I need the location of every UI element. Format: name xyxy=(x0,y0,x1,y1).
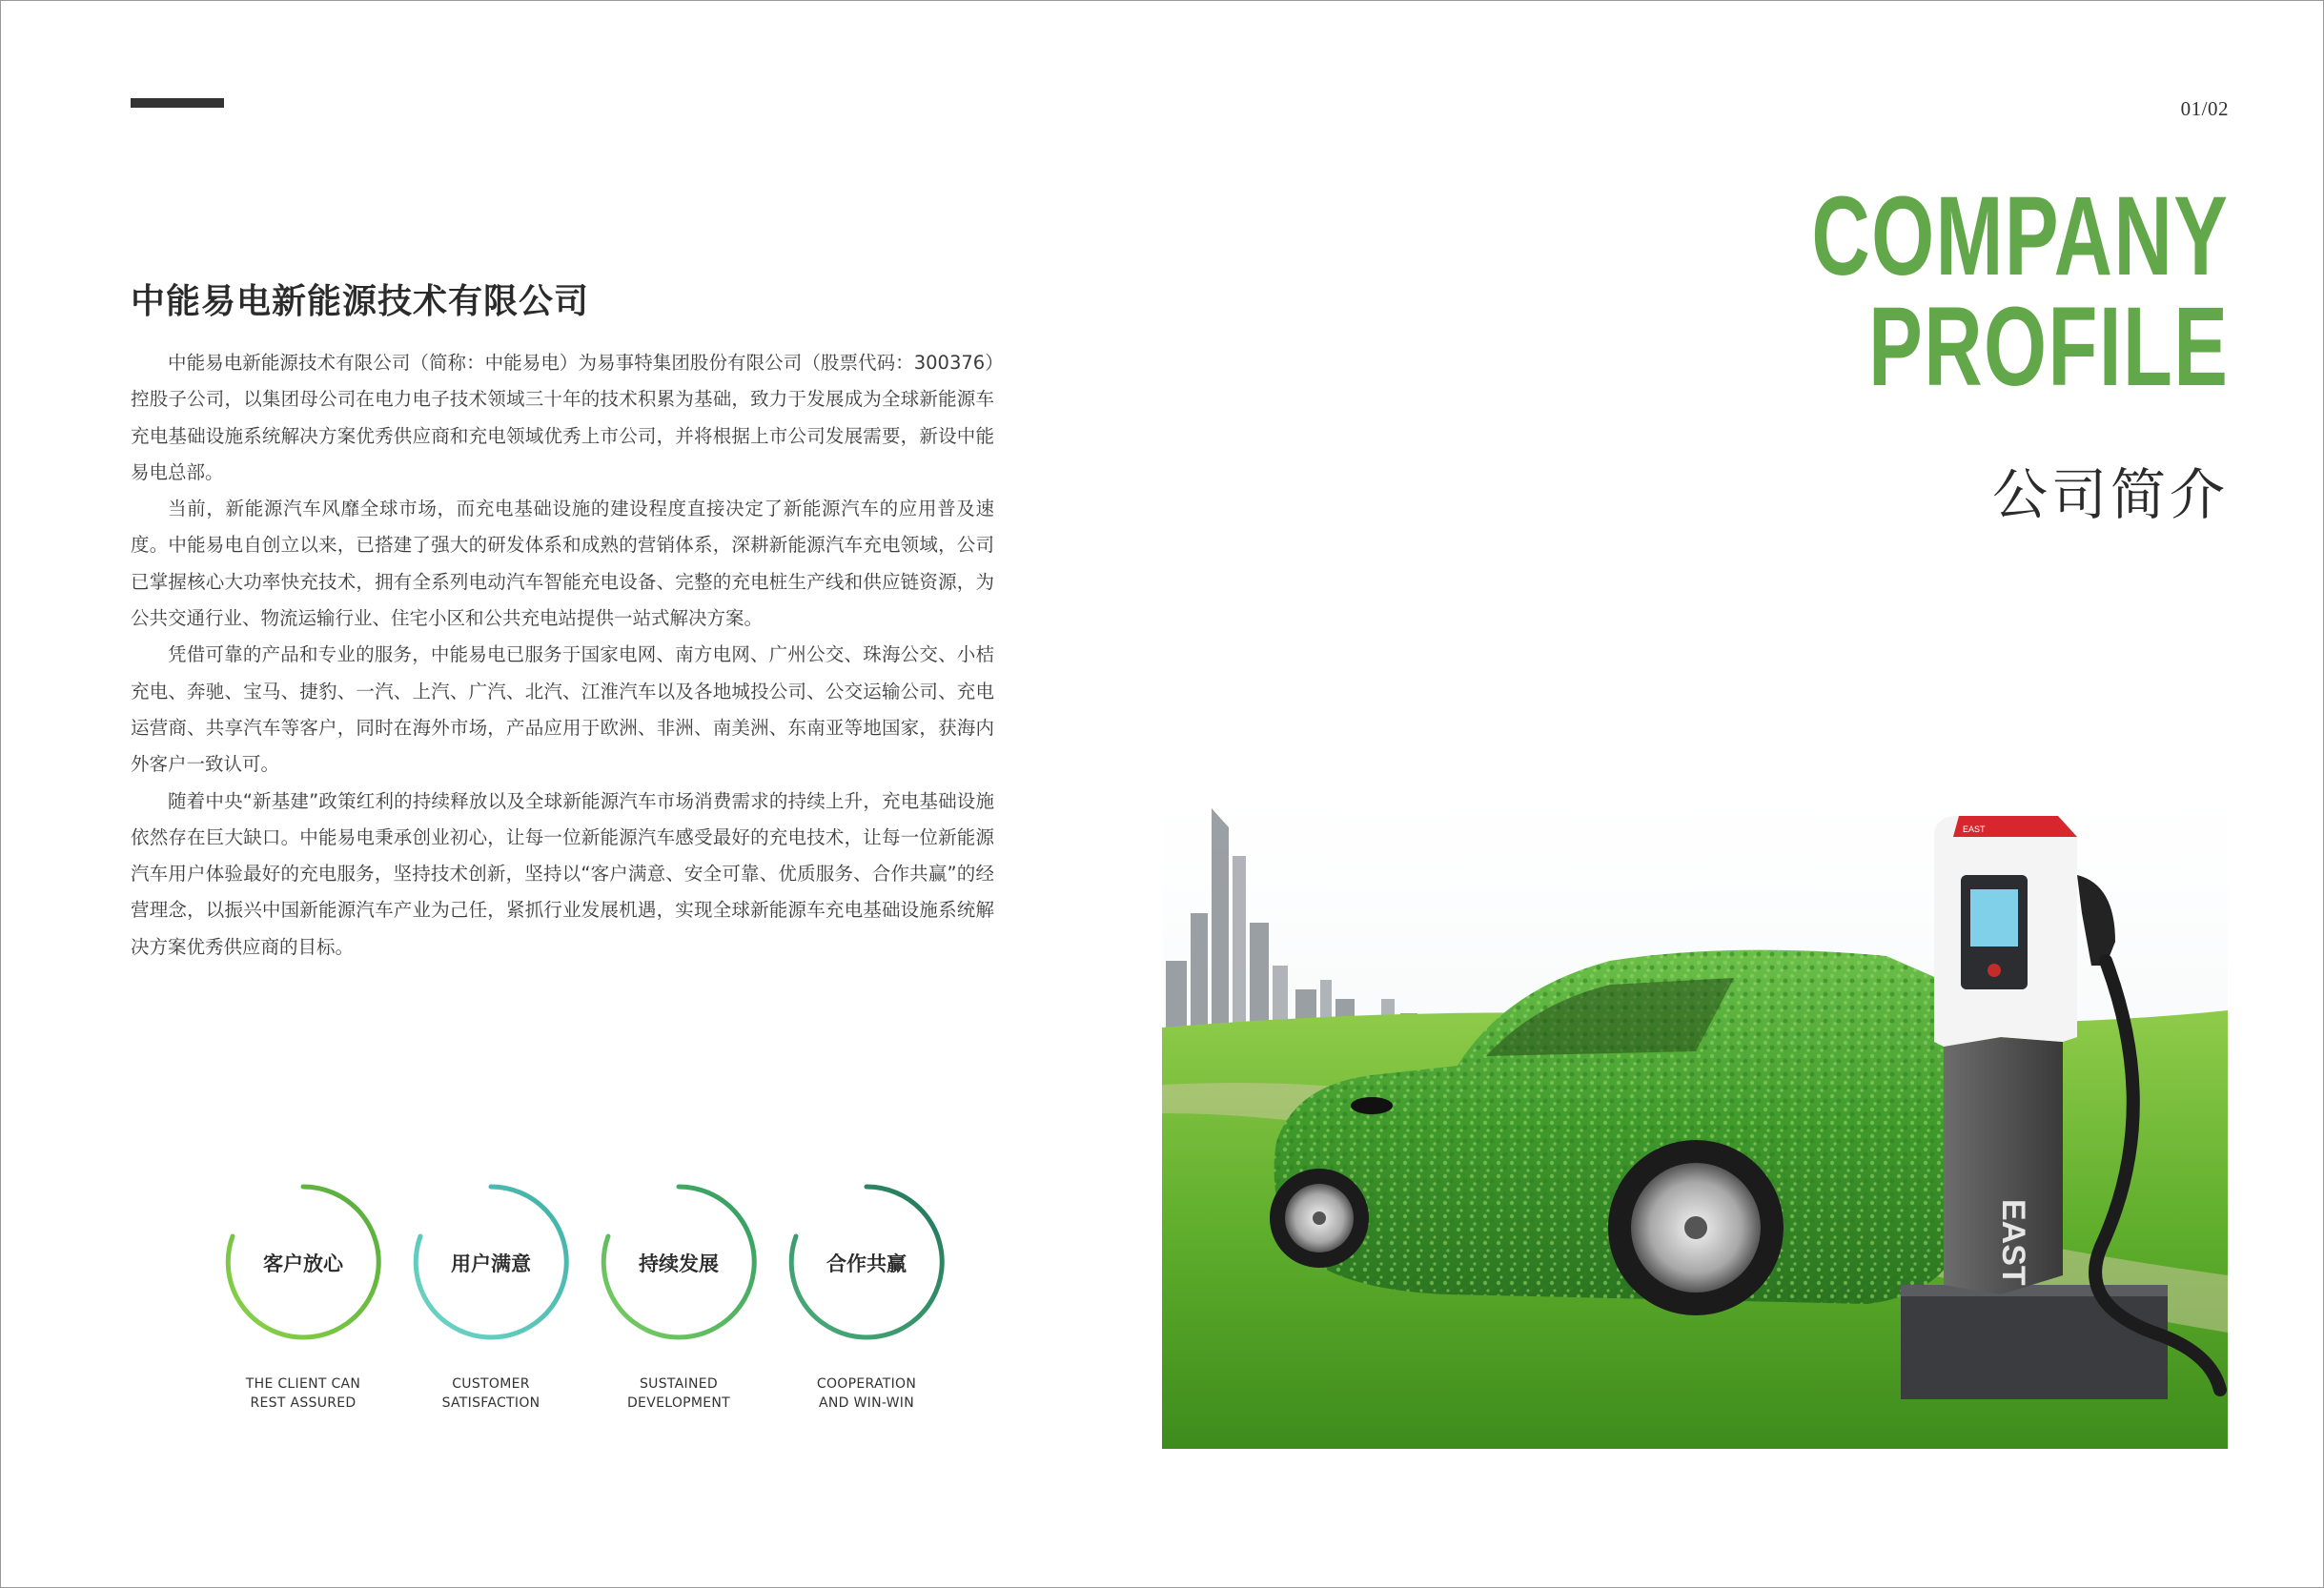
intro-paragraph-4: 随着中央“新基建”政策红利的持续释放以及全球新能源汽车市场消费需求的持续上升，充电基础设施依然存在巨大缺口。中能易电秉承创业初心，让每一位新能源汽车感受最好的充电技术，让每一位新能源汽车用户体验最好的充电服务，坚持技术创新，坚持以“客户满意、安全可靠、优质服务、合作共赢”的经营理念，以振兴中国新能源汽车产业为己任，紧抓行业发展机遇，实现全球新能源车充电基础设施系统解决方案优秀供应商的目标。 xyxy=(131,789,994,958)
intro-text xyxy=(131,345,994,966)
hero-title-line-2: PROFILE xyxy=(1867,284,2229,410)
value-label-en-line-2: SATISFACTION xyxy=(441,1395,540,1411)
value-label-cn: 合作共赢 xyxy=(826,1252,907,1275)
value-label-cn: 用户满意 xyxy=(451,1252,531,1275)
value-label-en-line-1: THE CLIENT CAN xyxy=(245,1376,361,1392)
value-client-assured xyxy=(208,1174,398,1422)
company-name: 中能易电新能源技术有限公司 xyxy=(131,282,590,321)
intro-paragraph-2: 当前，新能源汽车风靡全球市场，而充电基础设施的建设程度直接决定了新能源汽车的应用普及速度。中能易电自创立以来，已搭建了强大的研发体系和成熟的营销体系，深耕新能源汽车充电领域，公司已掌握核心大功率快充技术，拥有全系列电动汽车智能充电设备、完整的充电桩生产线和供应链资源，为公共交通行业、物流运输行业、住宅小区和公共充电站提供一站式解决方案。 xyxy=(131,498,994,630)
value-label-en-line-2: REST ASSURED xyxy=(250,1395,357,1411)
core-values xyxy=(208,1174,989,1422)
value-customer-satisfaction xyxy=(396,1174,586,1422)
value-label-en xyxy=(208,1374,398,1413)
hero-cn-title: 公司简介 xyxy=(1991,462,2229,527)
value-cooperation-win-win xyxy=(771,1174,962,1422)
hero-photo xyxy=(1162,799,2228,1449)
value-label-cn: 持续发展 xyxy=(639,1252,719,1275)
value-label-en-line-2: AND WIN-WIN xyxy=(819,1395,914,1411)
value-label-en xyxy=(583,1374,774,1413)
page-number: 01/02 xyxy=(2180,97,2229,120)
value-label-en-line-2: DEVELOPMENT xyxy=(626,1395,731,1411)
charger-brand-label: EAST xyxy=(1995,1199,2031,1286)
hero-title xyxy=(1649,173,2229,410)
value-label-en xyxy=(771,1374,962,1413)
value-sustained-development xyxy=(583,1174,774,1422)
header-bar xyxy=(131,98,224,108)
hero-title-line-1: COMPANY xyxy=(1810,173,2229,299)
value-label-en-line-1: SUSTAINED xyxy=(640,1376,718,1392)
value-label-en-line-1: CUSTOMER xyxy=(452,1376,530,1392)
value-label-cn: 客户放心 xyxy=(263,1252,343,1275)
value-label-en-line-1: COOPERATION xyxy=(816,1376,917,1392)
intro-paragraph-1: 中能易电新能源技术有限公司（简称：中能易电）为易事特集团股份有限公司（股票代码：300376）控股子公司，以集团母公司在电力电子技术领域三十年的技术积累为基础，致力于发展成为全球新能源车充电基础设施系统解决方案优秀供应商和充电领域优秀上市公司，并将根据上市公司发展需要，新设中能易电总部。 xyxy=(131,352,994,483)
value-label-en xyxy=(396,1374,586,1413)
intro-paragraph-3: 凭借可靠的产品和专业的服务，中能易电已服务于国家电网、南方电网、广州公交、珠海公交、小桔充电、奔驰、宝马、捷豹、一汽、上汽、广汽、北汽、江淮汽车以及各地城投公司、公交运输公司、充电运营商、共享汽车等客户，同时在海外市场，产品应用于欧洲、非洲、南美洲、东南亚等地国家，获海内外客户一致认可。 xyxy=(131,643,994,776)
charger-top-badge: EAST xyxy=(1963,825,1986,834)
